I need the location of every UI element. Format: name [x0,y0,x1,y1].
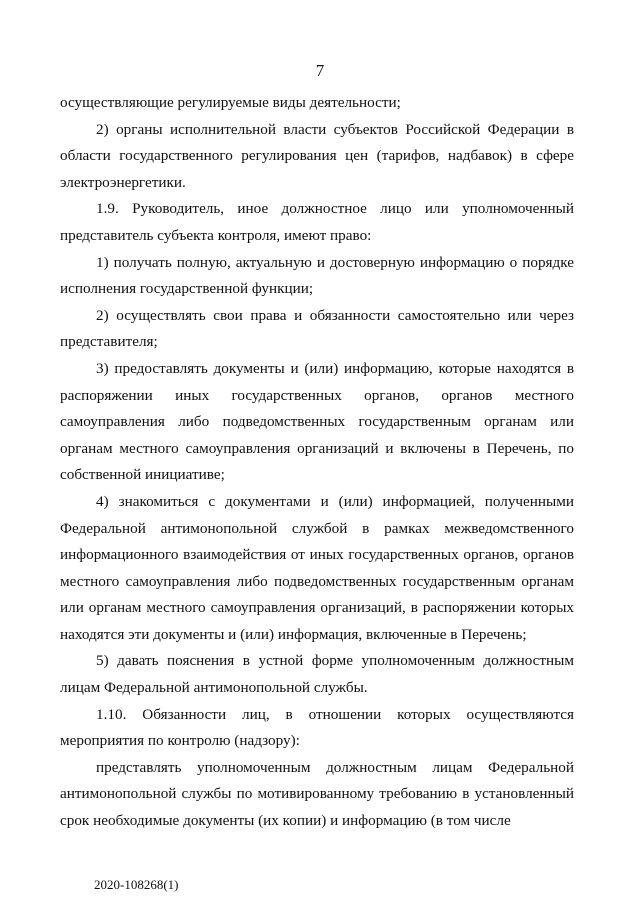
document-body [60,90,574,835]
paragraph: 5) давать пояснения в устной форме уполномоченным должностным лицам Федеральной антимонопольной службы. [60,652,574,697]
paragraph: 2) органы исполнительной власти субъектов Российской Федерации в области государственного регулирования цен (тарифов, надбавок) в сфере электроэнергетики. [60,120,574,191]
paragraph: 2) осуществлять свои права и обязанности самостоятельно или через представителя; [60,306,574,351]
paragraph: 1.10. Обязанности лиц, в отношении которых осуществляются мероприятия по контролю (надзору): [60,705,574,750]
paragraph: 1) получать полную, актуальную и достоверную информацию о порядке исполнения государственной функции; [60,253,574,298]
paragraph: 1.9. Руководитель, иное должностное лицо или уполномоченный представитель субъекта контроля, имеют право: [60,200,574,244]
document-code-footer: 2020-108268(1) [94,877,179,892]
paragraph: представлять уполномоченным должностным лицам Федеральной антимонопольной службы по мотивированному требованию в установленный срок необходимые документы (их копии) и информацию (в том числе [60,758,574,830]
paragraph: 3) предоставлять документы и (или) информацию, которые находятся в распоряжении иных государственных органов, органов местного самоуправления либо подведомственных государственным органам или органам местного самоуправления организаций и включены в Перечень, по собственной инициативе; [60,359,574,484]
page-number: 7 [315,61,325,80]
paragraph: 4) знакомиться с документами и (или) информацией, полученными Федеральной антимонопольной службой в рамках межведомственного информационного взаимодействия от иных государственных органов, органов местного самоуправления либо подведомственных государственным органам или органам местного самоуправления организаций, в распоряжении которых находятся эти документы и (или) информация, включенные в Перечень; [60,492,574,643]
paragraph: осуществляющие регулируемые виды деятельности; [60,94,401,111]
